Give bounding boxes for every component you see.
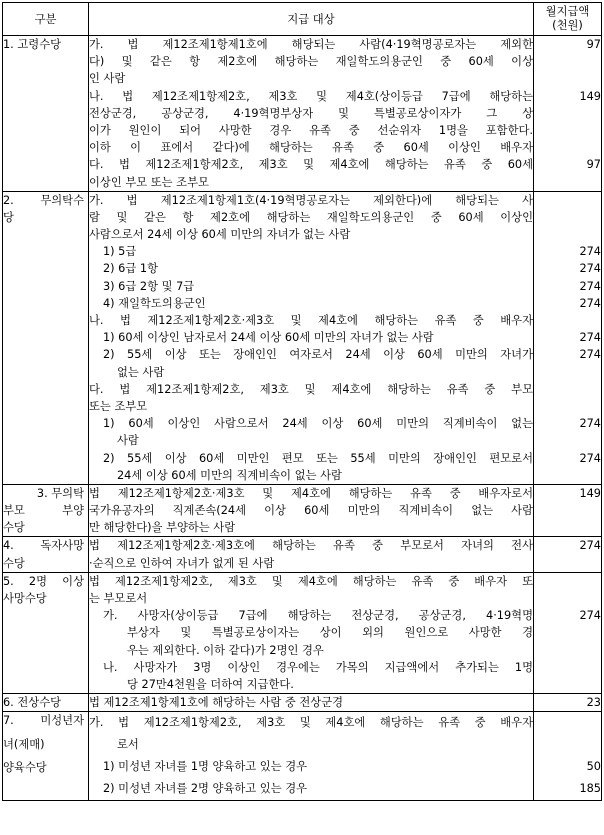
amount-value: 274 <box>579 262 601 276</box>
target-line: 로서 <box>117 738 139 752</box>
target-line: 이가 원인이 되어 사망한 경우 유족 중 선순위자 1명을 포함한다. <box>89 123 533 137</box>
row-category <box>3 572 89 693</box>
amount-value: 274 <box>579 609 601 623</box>
target-line: 가. 법 제12조제1항제2호, 제3호 및 제4호에 해당하는 유족 중 배우자 <box>89 716 533 730</box>
amount-value: 50 <box>586 760 601 774</box>
amount-value <box>534 432 601 449</box>
row-category <box>3 191 89 484</box>
target-line: 1) 60세 이상인 사람으로서 24세 이상 60세 미만의 직계비속이 없는 <box>103 417 533 431</box>
target-line: 국가유공자의 직계존속(24세 이상 60세 미만의 직계비속이 없는 사람 <box>89 504 533 518</box>
allowance-table <box>2 2 602 801</box>
target-line: 람 및 같은 항 제2호에 해당하는 재일학도의용군인 중 60세 이상인 <box>89 210 533 224</box>
header-category: 구분 <box>3 3 89 36</box>
row-target <box>89 572 534 693</box>
amount-value <box>534 139 601 156</box>
target-line: 1) 미성년 자녀를 1명 양육하고 있는 경우 <box>103 760 308 774</box>
target-line: 만 해당한다)을 부양하는 사람 <box>89 521 236 535</box>
amount-value <box>534 573 601 590</box>
amount-value <box>534 312 601 329</box>
row-amount <box>534 191 602 484</box>
target-line: 2) 6급 1항 <box>103 262 158 276</box>
amount-value <box>534 105 601 122</box>
row-target <box>89 191 534 484</box>
row-category <box>3 712 89 801</box>
amount-value: 274 <box>579 331 601 345</box>
amount-value: 185 <box>579 782 601 796</box>
row-target <box>89 537 534 572</box>
target-line: 또는 조부모 <box>89 399 148 413</box>
row-amount <box>534 537 602 572</box>
target-line: 1) 60세 이상인 남자로서 24세 이상 60세 미만의 자녀가 없는 사람 <box>103 331 434 345</box>
category-line: 수당 <box>3 521 25 535</box>
category-line: 5. 2명 이상 <box>3 574 84 588</box>
amount-value <box>534 555 601 572</box>
amount-value <box>534 226 601 243</box>
target-line: 당 27만4천원을 더하여 지급한다. <box>127 677 294 691</box>
category-line: 양육수당 <box>3 760 47 774</box>
amount-value <box>534 192 601 209</box>
category-line: 1. 고령수당 <box>3 38 62 51</box>
row-category <box>3 694 89 712</box>
target-line: 다) 및 같은 항 제2호에 해당하는 재일학도의용군인 중 60세 이상 <box>89 55 533 69</box>
target-line: 2) 미성년 자녀를 2명 양육하고 있는 경우 <box>103 782 308 796</box>
target-line: 는 부모로서 <box>89 592 148 605</box>
target-line: 가. 사망자(상이등급 7급에 해당하는 전상군경, 공상군경, 4·19혁명 <box>103 609 533 623</box>
amount-value <box>534 398 601 415</box>
target-line: 가. 법 제12조제1항제1호에 해당되는 사람(4·19혁명공로자는 제외한 <box>89 38 533 51</box>
target-line: 1) 5급 <box>103 245 137 259</box>
target-line: 법 제12조제1항제2호·제3호 및 제4호에 해당하는 유족 중 배우자로서 <box>89 486 533 500</box>
amount-value <box>534 712 601 734</box>
target-line: 3) 6급 2항 및 7급 <box>103 279 195 293</box>
amount-value: 23 <box>586 696 601 710</box>
row-amount <box>534 712 602 801</box>
amount-value <box>534 734 601 756</box>
table-row <box>3 484 602 537</box>
row-target <box>89 694 534 712</box>
target-line: 사람으로서 24세 이상 60세 미만의 자녀가 없는 사람 <box>89 228 351 242</box>
target-line: 부상자 및 특별공로상이자는 상이 외의 원인으로 사망한 경 <box>127 626 533 640</box>
amount-value: 149 <box>579 89 601 103</box>
amount-value: 97 <box>586 158 601 172</box>
row-target <box>89 712 534 801</box>
target-line: 인 사람 <box>89 72 126 86</box>
amount-value <box>534 519 601 536</box>
amount-value <box>534 53 601 70</box>
amount-value <box>534 364 601 381</box>
amount-value: 274 <box>579 417 601 431</box>
row-target <box>89 36 534 192</box>
amount-value <box>534 209 601 226</box>
amount-value <box>534 659 601 676</box>
category-line: 부모 부양 <box>3 504 84 518</box>
row-amount <box>534 694 602 712</box>
category-line: 3. 무의탁 <box>36 486 84 500</box>
amount-value: 149 <box>579 486 601 500</box>
amount-value <box>534 70 601 87</box>
amount-value: 274 <box>579 279 601 293</box>
amount-value <box>534 174 601 191</box>
header-row <box>3 3 602 36</box>
row-amount <box>534 484 602 537</box>
amount-value <box>534 676 601 693</box>
target-line: 전상군경, 공상군경, 4·19혁명부상자 및 특별공로상이자가 그 상 <box>89 106 533 120</box>
amount-value: 274 <box>579 348 601 362</box>
category-line: 수당 <box>3 556 25 570</box>
target-line: 사람 <box>117 434 139 448</box>
header-amount <box>534 3 602 36</box>
amount-value <box>534 467 601 484</box>
table-row <box>3 537 602 572</box>
amount-value <box>534 381 601 398</box>
target-line: 법 제12조제1항제2호·제3호에 해당하는 유족 중 부모로서 자녀의 전사 <box>89 539 533 553</box>
row-category <box>3 36 89 192</box>
table-row <box>3 36 602 192</box>
amount-value <box>534 590 601 607</box>
amount-value <box>534 122 601 139</box>
row-category <box>3 537 89 572</box>
target-line: 우는 제외한다. 이하 같다)가 2명인 경우 <box>127 643 324 657</box>
row-amount <box>534 36 602 192</box>
table-row <box>3 712 602 801</box>
row-target <box>89 484 534 537</box>
amount-value: 274 <box>579 245 601 259</box>
target-line: 이하 이 표에서 같다)에 해당하는 유족 중 60세 이상인 배우자 <box>89 141 533 155</box>
target-line: 2) 55세 이상 60세 미만인 편모 또는 55세 미만의 장애인인 편모로서 <box>103 451 533 465</box>
target-line: 이상인 부모 또는 조부모 <box>89 175 209 189</box>
row-amount <box>534 572 602 693</box>
target-line: 법 제12조제1항제2호, 제3호 및 제4호에 해당하는 유족 중 배우자 또 <box>89 574 533 588</box>
amount-value <box>534 642 601 659</box>
amount-value: 274 <box>579 539 601 553</box>
target-line: 나. 사망자가 3명 이상인 경우에는 가목의 지급액에서 추가되는 1명 <box>103 660 533 674</box>
category-line: 2. 무의탁수 <box>3 193 84 207</box>
header-amount-line1: 월지급액 <box>545 5 590 18</box>
amount-value <box>534 502 601 519</box>
target-line: 없는 사람 <box>117 365 165 379</box>
table-row <box>3 191 602 484</box>
header-target: 지급 대상 <box>89 3 534 36</box>
amount-value: 97 <box>586 38 601 51</box>
target-line: ·순직으로 인하여 자녀가 없게 된 사람 <box>89 556 275 570</box>
row-category <box>3 484 89 537</box>
category-line: 녀(제매) <box>3 737 45 751</box>
category-line: 7. 미성년자 <box>3 714 84 728</box>
table-row <box>3 694 602 712</box>
target-line: 4) 재일학도의용군인 <box>103 296 206 310</box>
target-line: 2) 55세 이상 또는 장애인인 여자로서 24세 이상 60세 미만의 자녀가 <box>103 348 533 362</box>
target-line: 가. 법 제12조제1항제1호(4·19혁명공로자는 제외한다)에 해당되는 사 <box>89 193 533 207</box>
target-line: 나. 법 제12조제1항제2호·제3호 및 제4호에 해당하는 유족 중 배우자 <box>89 314 533 327</box>
category-line: 사망수당 <box>3 592 47 605</box>
table-row <box>3 572 602 693</box>
target-line: 법 제12조제1항제1호에 해당하는 사람 중 전상군경 <box>89 696 344 710</box>
amount-value <box>534 624 601 641</box>
target-line: 다. 법 제12조제1항제2호, 제3호 및 제4호에 해당하는 유족 중 60세 <box>89 158 533 172</box>
category-line: 당 <box>3 210 14 224</box>
target-line: 나. 법 제12조제1항제2호, 제3호 및 제4호(상이등급 7급에 해당하는 <box>89 89 533 103</box>
category-line: 4. 독자사망 <box>3 539 84 553</box>
target-line: 24세 이상 60세 미만의 직계비속이 없는 사람 <box>117 468 342 482</box>
category-line: 6. 전상수당 <box>3 696 62 710</box>
header-amount-line2: (천원) <box>552 19 583 32</box>
amount-value: 274 <box>579 296 601 310</box>
target-line: 다. 법 제12조제1항제2호, 제3호 및 제4호에 해당하는 유족 중 부모 <box>89 382 533 396</box>
amount-value: 274 <box>579 451 601 465</box>
